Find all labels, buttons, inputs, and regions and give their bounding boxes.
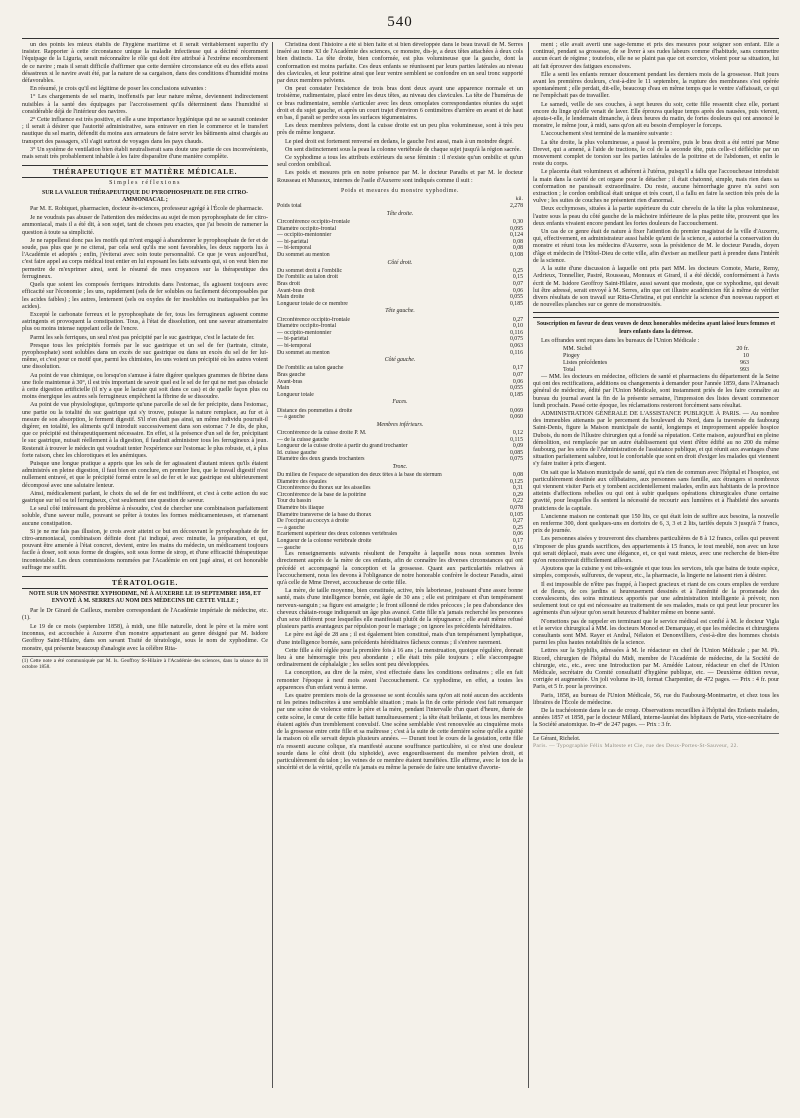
measurement-value: 0,125	[509, 478, 523, 485]
measurement-label: Diamètre transverse de la base du thorax	[277, 511, 372, 518]
measurement-row	[277, 379, 523, 386]
paragraph: On sent distinctement sous la peau la colonne vertébrale de chaque sujet jusqu'à la région sacrée.	[285, 146, 521, 153]
measurement-label: Longueur totale de ce membre	[277, 300, 348, 307]
measurement-row	[277, 317, 523, 324]
article-paragraph: Je ne voudrais pas abuser de l'attention des médecins au sujet de mon pyrophosphate de fer citro-ammoniacal, mais il a été dit, à son sujet, tant de choses peu exactes, que j'ai besoin de ramener la question à toute sa simplicité.	[22, 215, 268, 236]
measurement-row	[277, 518, 523, 525]
measurement-label: — bi-pariétal	[277, 238, 309, 245]
imprint: Paris. — Typographie Félix Malteste et Cie, rue des Deux-Portes-St-Sauveur, 22.	[533, 742, 739, 749]
news-paragraph: Ajoutons que la cuisine y est très-soignée et que tous les services, tels que bains de toute espèce, simples, composés, sulfureux, de vapeur, etc., la pharmacie, la lingerie ne laissent rien à désirer.	[533, 566, 779, 580]
measurement-label: — bi-pariétal	[277, 336, 309, 343]
paragraph: Les deux membres pelviens, dont la cuisse droite est un peu plus volumineuse, sont à très peu près de même longueur.	[277, 123, 523, 137]
measurement-row	[277, 301, 523, 308]
book-notice: De la trachéotomie dans le cas de croup. Observations recueillies à l'hôpital des Enfants malades, années 1857 et 1858, par le docteur Millard, interne-lauréat des hôpitaux de Paris, vice-secrétaire de la Société anatomique. In-4° de 247 pages. — Prix : 3 fr.	[533, 708, 779, 729]
paragraph: 2° Cette influence est très positive, et elle a une importance hygiénique qui ne se saurait contester ; il serait à désirer que l'autorité administrative, sans entraver en rien le commerce et le transfert nautique du sel marin, défendit du moins aux armateurs de faire servir les bâtiments ainsi chargés au transport des passagers, s'il s'agit surtout de voyages dans les pays chauds.	[22, 117, 268, 145]
subscription-amount: 963	[740, 359, 749, 366]
measurement-value: 0,069	[509, 407, 523, 414]
measurements-table	[277, 211, 523, 551]
section-title: THÉRAPEUTIQUE ET MATIÈRE MÉDICALE.	[22, 165, 268, 178]
measurement-label: De l'ombilic au talon gauche	[277, 365, 344, 372]
measurement-value: 0,06	[512, 378, 523, 385]
paragraph: La tête droite, la plus volumineuse, a passé la première, puis le bras droit a été retiré par Mme Drevet, qui a amené, à l'aide de tractions, le col de la seconde tête, puis celle-ci défléchie par un mouvement complet de torsion sur les parties latérales de la poitrine et de l'abdomen, et enfin le reste du corps.	[533, 139, 779, 168]
measurement-label: Longueur de la cuisse droite à partir du grand trochanter	[277, 443, 408, 450]
measurement-value: 0,085	[509, 449, 523, 456]
measurement-value: 0,06	[512, 287, 523, 294]
measurement-value: 0,185	[509, 391, 523, 398]
article-paragraph: Excepté le carbonate ferreux et le pyrophosphate de fer, tous les ferrugineux agissent comme astringents et provoquent la constipation. Tous, à l'état de dissolution, ont une saveur atramentaire plus ou moins intense rappelant celle de l'encre.	[22, 311, 268, 333]
measurement-label: Circonférence du thorax sur les aisselles	[277, 485, 371, 492]
news-paragraph: ADMINISTRATION GÉNÉRALE DE L'ASSISTANCE PUBLIQUE À PARIS. — Au nombre des immeubles attenants par le percement du boulevard du Nord, dans la traversée du faubourg Saint-Denis, figure la Maison municipale de santé, longtemps et improprement appelée hospice Dubois, du nom de l'illustre chirurgien qui a fondé sa réputation. Cette maison, aujourd'hui en pleine démolition, est remplacée par un autre établissement qui vient d'être édifié au no 200 du même faubourg, par les soins de l'Administration de l'assistance publique, et qui réunit aux avantages d'une situation parfaitement salubre, tout le confortable que sont en droit d'exiger les malades qui viennent s'y faire traiter à prix d'argent.	[533, 410, 779, 468]
subscription-row	[533, 346, 779, 353]
subscriber-name: Piogey	[563, 352, 580, 359]
subscription-row	[533, 367, 779, 374]
measurement-value: 0,10	[512, 323, 523, 330]
paragraph: un des points les mieux établis de l'hygiène maritime et il serait véritablement superflu d'y insister. Rapporter à cette circonstance unique la maladie infectieuse qui a décimé récemment l'équipage de la Liguria, serait méconnaître le rôle qui doit être attribué à l'extrême encombrement de ce navire ; mais il serait difficile d'affirmer que cette dernière circonstance eût eu des effets aussi désastreux si le navire avait été, par la nature de sa cargaison, dans des conditions d'humidité moins défavorables.	[22, 42, 268, 85]
paragraph: Le père est âgé de 28 ans ; il est également bien constitué, mais d'un tempérament lymphatique, d'une intelligence bornée, sans précédents héréditaires fâcheux connus ; il s'enivre rarement.	[277, 632, 523, 646]
measurement-value: 0,07	[512, 371, 523, 378]
measurement-value: 0,075	[509, 336, 523, 343]
measurement-value: 0,078	[509, 505, 523, 512]
measurement-group-title: Tête gauche.	[385, 308, 415, 315]
measurement-value: 0,27	[512, 518, 523, 525]
subscriber-name: Total	[563, 366, 576, 373]
measurement-label: Circonférence de la cuisse droite P. M.	[277, 429, 367, 436]
article-title-xyphodime: NOTE SUR UN MONSTRE XYPHODIME, NÉ À AUXERRE LE 19 SEPTEMBRE 1858, ET ENVOYÉ À M. SERRES AU NOM DES MÉDECINS DE CETTE VILLE ;	[29, 591, 261, 605]
measurement-value: 0,08	[512, 238, 523, 245]
measurement-value: 0,17	[512, 538, 523, 545]
measurement-value: 0,060	[509, 414, 523, 421]
book-notice: Paris, 1858, au bureau de l'Union Médicale, 56, rue du Faubourg-Montmartre, et chez tous les libraires de l'École de médecine.	[533, 692, 779, 706]
measurement-row	[277, 485, 523, 492]
measurement-label: Main droite	[277, 294, 305, 301]
measurement-row	[277, 498, 523, 505]
news-paragraph: Il est impossible de n'être pas frappé, à l'aspect gracieux et riant de ces cours emplies de verdure et de fleurs, de ces jardins si heureusement dessinés et à l'aménité de la promenade des convalescents, des soins minutieux apportés par une administration intelligente à prévoir, non seulement tout ce qui est nécessaire au traitement de ses malades, mais ce qui peut leur procurer les agréments d'un séjour qu'on serait heureux d'habiter même en bonne santé.	[533, 581, 779, 617]
measurement-row	[277, 443, 523, 450]
subscription-amount: 993	[740, 366, 749, 373]
measurement-label: De l'occiput au coccyx à droite	[277, 518, 349, 525]
article-paragraph: Si je ne me fais pas illusion, je crois avoir atteint ce but en découvrant le pyrophosphate de fer citro-ammoniacal, combinaison définie dont j'ai indiqué, avec minutie, la préparation, et qui, pouvant être amenée à l'état concret, devient, entre les mains du médecin, un médicament toujours facile à doser, soit sous forme de dragées, soit sous forme de sirop, et d'une efficacité thérapeutique incontestable. Les deux commissions nommées par l'Académie en ont jugé ainsi, et cet honorable suffrage me suffit.	[22, 528, 268, 571]
measurement-row-weight	[277, 203, 523, 210]
measurement-label: Id. cuisse gauche	[277, 449, 317, 456]
subsection-title: Simples réflexions	[109, 180, 181, 187]
paragraph: Le placenta était volumineux et adhérent à l'utérus, puisqu'il a fallu que l'accoucheuse introduisit la main dans la cavité de cet organe pour le détacher ; il était chatonné, simple, mais rien dans sa conformation ne paraissait extraordinaire. Du reste, aucune hémorrhagie grave n'a suivi son extraction ; le cordon ombilical était unique et très court, il a fallu en faire la section très près de la vulve ; les suites de couches ne présentent rien d'anormal.	[533, 169, 779, 205]
paragraph: A la suite d'une discussion à laquelle ont pris part MM. les docteurs Comote, Marie, Remy, Ardrieux, Tonnellier, Pastré, Rousseau, Monraux et Girard, il a été décidé, conformément à l'avis écrit de M. Isidore Geoffroy Saint-Hilaire, aussi savant que modeste, que ce xyphodime, qui devait lui être adressé, serait envoyé à M. Serres, afin que cet illustre académicien fût à même de vérifier divers résultats de son travail sur Ritta-Christina, et put enrichir la science d'un nouveau rapport et de nouvelles planches sur ce genre de monstruosités.	[533, 266, 779, 309]
subscription-row	[533, 360, 779, 367]
measurement-row	[277, 219, 523, 226]
measurement-value: 0,06	[512, 531, 523, 538]
measurement-value: 0,055	[509, 294, 523, 301]
paragraph: Ce xyphodime a tous les attributs extérieurs du sexe féminin : il n'existe qu'un ombilic et qu'un seul cordon ombilical.	[277, 155, 523, 169]
measurement-label: Diamètre occipito-frontal	[277, 225, 337, 232]
measurement-value: 0,116	[510, 329, 523, 336]
paragraph: Les renseignements suivants résultent de l'enquête à laquelle nous nous sommes livrés directement auprès de la mère de ces enfants, afin de connaître les diverses circonstances qui ont précédé et accompagné la conception et la grossesse. Quant aux particularités relatives à l'accouchement, nous les devons à l'obligeance de notre honorable confrère le docteur Paradis, ainsi qu'à celle de Mme Drevet, accoucheuse de cette fille.	[277, 551, 523, 587]
article-paragraph: Au point de vue chimique, ou lorsqu'on s'amuse à faire digérer quelques grammes de fibrine dans une fiole maintenue à 30°, il est très important de savoir quel est le sel de fer qui ne met pas obstacle à cette digestion artificielle (il n'y a que le lactate qui soit dans ce cas) et de quelle façon plus ou moins énergique les autres sels ferrugineux empêchent la fibrine de se dissoudre.	[22, 372, 268, 401]
xyphodime-description	[277, 42, 523, 185]
measurement-row	[277, 545, 523, 552]
measurement-group-title: Membres inférieurs.	[376, 421, 424, 428]
measurement-row	[277, 479, 523, 486]
paragraph: 1° Les chargements de sel marin, inoffensifs par leur nature même, deviennent indirectement nuisibles à la santé des équipages par l'accroissement qu'ils déterminent dans l'humidité si considérable déjà de l'intérieur des navires.	[22, 94, 268, 115]
measurement-row	[277, 323, 523, 330]
measurement-row	[277, 281, 523, 288]
book-notices	[533, 648, 779, 729]
measurement-value: 0,25	[512, 524, 523, 531]
signature-block	[533, 733, 779, 743]
measurement-label: Circonférence occipito-frontale	[277, 219, 350, 226]
measurement-row	[277, 343, 523, 350]
measurement-value: 0,115	[510, 436, 523, 443]
measurement-row	[277, 245, 523, 252]
paragraph: 3° Un système de ventilation bien établi neutraliserait sans doute une partie de ces inconvénients, mais serait très probablement inhabile à les faire disparaître d'une manière complète.	[22, 146, 268, 161]
footnote: (1) Cette note a été communiquée par M. Is. Geoffroy St-Hilaire à l'Académie des sciences, dans la séance du 18 octobre 1858.	[22, 657, 268, 670]
article-paragraph: Je ne rappellerai donc pas les motifs qui m'ont engagé à abandonner le pyrophosphate de fer et de soude, pas plus que je ne citerai, par cela seul qu'ils me sont favorables, les deux rapports lus à l'Académie et adoptés ; enfin, j'éviterai avec soin toute personnalité. Ce que je veux aujourd'hui, c'est faire appel au corps médical tout entier en lui exposant les faits suivants qui, si on veut bien me permettre de m'exprimer ainsi, sont le résumé de mes croyances sur la thérapeutique des ferrugineux.	[22, 237, 268, 280]
subscription-amount: 20 fr.	[736, 345, 749, 352]
measurement-row	[277, 372, 523, 379]
article-paragraph: Parmi les sels ferriques, un seul n'est pas précipité par le suc gastrique, c'est le lactate de fer.	[30, 334, 255, 341]
measurement-label: Écartement supérieur des deux colonnes vertébrales	[277, 531, 398, 538]
measurement-row	[277, 350, 523, 357]
measurements-table-title: Poids et mesures du monstre xyphodime.	[340, 187, 460, 194]
measurement-row	[277, 385, 523, 392]
paragraph: La conception, au dire de la mère, s'est effectuée dans les conditions ordinaires ; elle en fait remonter l'époque à neuf mois avant l'accouchement. Ce xyphodime, en effet, a toutes les apparences d'un enfant venu à terme.	[277, 670, 523, 691]
article-paragraph: Le seul côté intéressant du problème à résoudre, c'est de chercher une combinaison parfaitement soluble, d'une saveur nulle, pouvant se prêter à toutes les formes médicamenteuses, et n'amenant aucune constipation.	[22, 506, 268, 527]
paragraph: Le samedi, veille de ses couches, à sept heures du soir, cette fille ressentit chez elle, portant encore du linge qu'elle venait de laver. Elle éprouva quelque temps après des nausées, puis vierent, ajouta-t-elle, le lendemain dimanche, à deux heures du matin, de fortes douleurs qui ont annoncé le monstre, le même jour, à midi, sans qu'on ait eu besoin d'employer le forceps.	[533, 101, 779, 130]
measurement-value: 0,12	[512, 429, 523, 436]
news-paragraph: L'ancienne maison ne contenait que 150 lits, ce qui était loin de suffire aux besoins, la nouvelle en renferme 300, dont quelques-uns en dortoirs de 6, 3, 3 et 2 lits, tarifés depuis 3 jusqu'à 7 francs, prix de journée.	[533, 513, 779, 535]
measurement-value: 0,31	[512, 485, 523, 492]
measurement-row	[277, 226, 523, 233]
measurement-value: 0,075	[509, 456, 523, 463]
measurement-value: 0,08	[512, 245, 523, 252]
measurement-row	[277, 414, 523, 421]
measurement-group-title: Tête droite.	[386, 210, 414, 217]
measurement-value: 0,063	[509, 342, 523, 349]
measurement-value: 0,16	[512, 544, 523, 551]
paragraph: Cette fille a été réglée pour la première fois à 16 ans ; la menstruation, quoique régulière, donnait lieu à une hémorragie très peu abondante ; elle était très pâle toujours ; elle s'accompagne ordinairement de céphalalgie ; les selles sont peu développées.	[277, 647, 523, 669]
news-paragraph: — MM. les docteurs en médecine, officiers de santé et pharmaciens du département de la Seine qui ont des rectifications, additions ou changements à demander pour l'année 1859, dans l'Almanach général de médecine, édité par l'Union Médicale, sont instamment priés de les faire connaître au bureau du journal avant la fin de la présente semaine, l'impression des listes devant commencer lundi prochain. Passé cette époque, les réclamations resteront forcément sans résultat.	[533, 373, 779, 409]
courier-title	[533, 312, 779, 318]
subscriber-name: Listes précédentes	[563, 359, 608, 366]
measurement-row	[277, 472, 523, 479]
measurement-label: Distance des pommettes à droite	[277, 407, 353, 414]
measurement-value: 0,124	[509, 232, 523, 239]
measurement-row	[277, 392, 523, 399]
measurement-label: — bi-temporal	[277, 245, 312, 252]
measurement-row	[277, 239, 523, 246]
measurement-value: 0,25	[512, 267, 523, 274]
measurement-value: 0,095	[509, 225, 523, 232]
measurement-label: Diamètre occipito-frontal	[277, 323, 337, 330]
hygiene-conclusion	[22, 42, 268, 161]
measurement-row	[277, 294, 523, 301]
paragraph: Deux ecchymoses, situées à la partie supérieure du cuir chevelu de la tête la plus volumineuse, l'autre sous la peau du côté gauche de la mâchoire inférieure de la plus petite tête, prouvent que les deux enfants vivaient encore pendant les fortes douleurs de l'accouchement.	[533, 206, 779, 227]
signature: Le Gérant, Richelot.	[533, 735, 581, 742]
paragraph: En résumé, je crois qu'il est légitime de poser les conclusions suivantes :	[30, 86, 207, 93]
paragraph: Les quatre premiers mois de la grossesse se sont écoulés sans qu'on ait noté aucun des accidents ni les peines indiscrètes à une semblable situation ; mais la fin de cette période s'est fait remarquer par une scène de violence entre le père et la mère, pendant l'intervalle d'un quart d'heure, durée de cette scène, le cœur de cette fille battait tumultueusement ; la tête était brûlante, et tous les membres étaient agités d'un tremblement convulsif. Une scène semblable s'est renouvelée au cinquième mois de la grossesse entre cette fille et sa maîtresse ; c'est à la suite de cette dernière scène qu'elle a quitté la maison où elle servait depuis plusieurs années. — Durant tout le cours de la gestation, cette fille n'a ressenti aucune colique, n'a manifesté aucune souffrance particulière, si ce n'est une douleur sourde dans le côté droit (du xiphoïde), avec engourdissement du membre pelvien droit, et particulièrement du talon ; les veines de ce membre étaient tuméfiées. Elle affirme, avec le ton de la sincérité et de la vérité, qu'elle n'a jamais eu même la pensée de faire une tentative d'avorte-	[277, 693, 523, 772]
column-divider	[528, 42, 529, 1088]
article-paragraph: Presque tous les précipités formés par le suc gastrique et un sel de fer (tartrate, citrate, pyrophosphate) sont solubles dans un excès de suc gastrique ou dans un excès du sel de fer lui-même, et c'est pour ce motif que, parmi les chimistes, les uns voient un précipité où les autres voient une dissolution.	[22, 342, 268, 371]
measurement-row	[277, 252, 523, 259]
measurement-row	[277, 288, 523, 295]
measurement-row	[277, 232, 523, 239]
measurement-label: Du sommet droit à l'ombilic	[277, 267, 343, 274]
paragraph: ment ; elle avait averti une sage-femme et pris des mesures pour soigner son enfant. Elle a continué, pendant sa grossesse, de se livrer à ses rudes labeurs comme d'habitude, sans commettre aucun écart de régime ; toutefois, elle ne se plaint pas que cet exercice, violent pour sa situation, lui ait fait éprouver des fatigues excessives.	[533, 42, 779, 70]
page-number: 540	[387, 14, 413, 30]
header-rule	[22, 38, 779, 39]
measurement-group-title: Faces.	[392, 399, 408, 406]
article-paragraph: Ainsi, médicalement parlant, le choix du sel de fer est indifférent, et c'est à cette action du suc gastrique sur tel ou tel ferrugineux, c'est seulement une question de saveur.	[22, 490, 268, 504]
delivery-narrative	[533, 42, 779, 309]
measurement-label: — gauche	[277, 544, 301, 551]
measurement-value: 2,278	[509, 203, 523, 210]
measurement-row	[277, 430, 523, 437]
measurement-group-title: Côté gauche.	[384, 357, 416, 364]
paragraph: L'accouchement s'est terminé de la manière suivante :	[541, 131, 672, 138]
measurement-row	[277, 525, 523, 532]
article-byline-girard: Par le Dr Girard de Cailleux, membre correspondant de l'Académie impériale de médecine, etc. (1).	[22, 607, 268, 621]
measurement-value: 0,30	[512, 219, 523, 226]
measurement-row	[277, 268, 523, 275]
measurement-row	[277, 365, 523, 372]
measurement-value: 0,17	[512, 365, 523, 372]
article-title: SUR LA VALEUR THÉRAPEUTIQUE DU PYROPHOSPHATE DE FER CITRO-AMMONIACAL ;	[41, 189, 249, 203]
measurement-row	[277, 512, 523, 519]
xyphodime-narrative	[277, 551, 523, 772]
measurement-row	[277, 531, 523, 538]
measurement-value: 0,055	[509, 385, 523, 392]
paragraph: On peut constater l'existence de trois bras dont deux ayant une apparence normale et un troisième, rudimentaire, placé entre les deux têtes, au niveau des clavicules. La tête de l'humérus de ce bras rudimentaire, semble s'articuler avec les deux omoplates correspondantes réunies du sujet droit et du sujet gauche, et après un court trajet d'environ 6 centimètres d'arrière en avant et de haut en bas, il paraît se perdre sous les surfaces tégumentaires.	[277, 86, 523, 122]
column-3	[533, 42, 779, 1088]
column-1	[22, 42, 268, 1088]
paragraph: Un cas de ce genre était de nature à fixer l'attention du premier magistrat de la ville d'Auxerre, qui, effectivement, en administrateur aussi habile qu'ami de la science, a autorisé la conservation du monstre et réuni tous les médecins d'Auxerre, sous la présidence de M. le docteur Paradis, doyen d'âge et médecin de l'Hôtel-Dieu de cette ville, afin d'aviser au meilleur parti à prendre dans l'intérêt de la science.	[533, 229, 779, 264]
news-paragraph: Les personnes aisées y trouveront des chambres particulières de 8 à 12 francs, celles qui peuvent s'imposer de plus grands sacrifices, des appartements à 15 francs, le tout meublé, non avec un luxe qui serait déplacé, mais avec une élégance, et, ce qui vaut mieux, avec une recherche de bien-être qu'on rencontrerait difficilement ailleurs.	[533, 536, 779, 564]
measurement-value: 0,185	[509, 300, 523, 307]
article-paragraph: Le 19 de ce mois (septembre 1858), à midi, une fille naturelle, dont le père et la mère sont inconnus, est accouchée à Auxerre d'un monstre appartenant au genre désigné par M. Isidore Geoffroy Saint-Hilaire, dans son savant Traité de tératologie, sous le nom de xyphodime. Ce monstre, qui présente beaucoup d'analogie avec la célèbre Rita-	[22, 624, 268, 652]
measurement-label: Bras droit	[277, 281, 301, 288]
measurement-label: — occipito-mentonnier	[277, 329, 332, 336]
measurement-group-title: Tronc.	[392, 463, 408, 470]
paragraph: La mère, de taille moyenne, bien constituée, active, très laborieuse, jouissant d'une assez bonne santé, mais d'une intelligence bornée, est âgée de 30 ans ; elle est primipare et d'un tempérament nerveux-sanguin ; sa figure est amaigrie ; le front sillonné de rides précoces ; le peu d'abondance des cheveux châtain-rouge indiquerait un âge plus avancé. Cette fille n'a jamais recherché les personnes d'un sexe différent pour lesquelles elle manifestait plutôt de la répugnance ; elle avait même refusé plusieurs partis avantageux par répulsion pour le mariage ; on ignore les précédents héréditaires.	[277, 588, 523, 631]
measurement-row	[277, 437, 523, 444]
paragraph: Les poids et mesures pris en notre présence par M. le docteur Paradis et par M. le docteur Rousseau et Muraoux, internes de l'asile d'Auxerre sont indiqués comme il suit :	[277, 170, 523, 184]
measurement-label: — bi-temporal	[277, 342, 312, 349]
measurement-label: Tour du bassin	[277, 498, 312, 505]
measurement-label: Bras gauche	[277, 371, 306, 378]
measurement-label: Poids total	[277, 203, 302, 210]
paragraph: Le pied droit est fortement renversé en dedans, le gauche l'est aussi, mais à un moindre degré.	[285, 138, 514, 145]
article-paragraph: Au point de vue physiologique, qu'importe qu'une parcelle de sel de fer précipite, dans l'estomac, une partie ou la totalité du suc gastrique qui s'y trouve, puisque la nature remplace, au fur et à mesure de son absorption, le ferment digestif. S'il n'en était pas ainsi, un même individu pourrait-il digérer, en totalité, les aliments qu'il introduit successivement dans son estomac ? Je dis, de plus, que ce précipité est thérapeutiquement nécessaire. En effet, si la présence d'un sel de fer, précipitant le suc gastrique, nuisait réellement à la digestion, il faudrait administrer tous les ferrugineux à jeun. Resterait à trouver le médecin qui voudrait tenter l'expérience sur l'estomac le plus robuste, et, à plus forte raison, chez les chlorotiques et les anémiques.	[22, 402, 268, 459]
measurements-unit: kil.	[515, 196, 523, 203]
measurement-row	[277, 330, 523, 337]
measurement-row	[277, 505, 523, 512]
measurement-row	[277, 456, 523, 463]
subscription-row	[533, 353, 779, 360]
book-notice: Lettres sur la Syphilis, adressées à M. le rédacteur en chef de l'Union Médicale ; par M. Ph. Ricord, chirurgien de l'hôpital du Midi, membre de l'Académie de médecine, de la Société de chirurgie, etc., etc., avec une Introduction par M. Amédée Latour, rédacteur en chef de l'Union Médicale, secrétaire du Comité consultatif d'hygiène publique, etc. — Deuxième édition revue, corrigée et augmentée. Un joli volume in-18, format Charpentier, de 472 pages. — Prix : 4 fr. pour Paris, et 5 fr. pour la province.	[533, 648, 779, 691]
paragraph: Elle a senti les enfants remuer doucement pendant les derniers mois de la grossesse. Huit jours avant les premières douleurs, c'est-à-dire le 11 septembre, la rupture des membranes s'est opérée spontanément ; elle perdait, dit-elle, beaucoup d'eau en même temps que le ventre s'affaissait, ce qui ne l'empêchait pas de travailler.	[533, 71, 779, 100]
article-paragraph: Quels que soient les composés ferriques introduits dans l'estomac, ils agissent toujours avec efficacité sur l'économie ; les uns, rapidement (sels de fer solubles ou facilement décomposables par les acides faibles) ; les autres, lentement (sels ou oxydes de fer insolubles ou inattaquables par les acides).	[22, 282, 268, 310]
measurement-label: Circonférence occipito-frontale	[277, 316, 350, 323]
paragraph: Christina dont l'histoire a été si bien faite et si bien développée dans le beau travail de M. Serres inséré au tome XI de l'Académie des sciences, ce monstre, dis-je, a deux têtes attachées à deux cols bien distincts. La tête droite, bien conformée, est plus volumineuse que la gauche, dont la conformation est moins parfaite. Ces deux enfants se réunissent par leurs parties latérales au niveau des clavicules, et leur poitrine ainsi que leur ventre semblent se confondre en un seul tronc supporté par deux membres pelviens.	[277, 42, 523, 85]
measurement-row	[277, 336, 523, 343]
measurement-value: 0,08	[512, 472, 523, 479]
measurement-label: Du sommet au menton	[277, 252, 330, 259]
measurement-value: 0,22	[512, 498, 523, 505]
subscription-amount: 10	[743, 352, 749, 359]
measurement-label: — à gauche	[277, 414, 305, 421]
measurement-row	[277, 408, 523, 415]
measurement-label: Diamètre bis iliaque	[277, 505, 325, 512]
measurement-row	[277, 492, 523, 499]
measurement-value: 0,07	[512, 281, 523, 288]
measurement-value: 0,29	[512, 491, 523, 498]
measurement-label: — occipito-mentonnier	[277, 232, 332, 239]
article-body	[22, 215, 268, 572]
subscription-title: Souscription en faveur de deux veuves de deux honorables médecins ayant laissé leurs femmes et leurs enfants dans la détresse.	[536, 321, 776, 335]
measurement-value: 0,27	[512, 316, 523, 323]
measurement-label: Longueur totale	[277, 391, 314, 398]
measurement-value: 0,105	[509, 511, 523, 518]
measurement-label: Avant-bras	[277, 378, 303, 385]
measurement-label: Diamètre des deux grands trochanters	[277, 456, 365, 463]
measurement-label: Longueur de la colonne vertébrale droite	[277, 538, 372, 545]
article-byline: Par M. E. Robiquet, pharmacien, docteur ès-sciences, professeur agrégé à l'École de pharmacie.	[30, 206, 264, 213]
measurement-label: Circonférence de la base de la poitrine	[277, 491, 367, 498]
measurement-row	[277, 274, 523, 281]
measurement-row	[277, 450, 523, 457]
measurement-label: Avant-bras droit	[277, 287, 315, 294]
measurement-group-title: Côté droit.	[387, 259, 413, 266]
news-items	[533, 374, 779, 648]
column-divider	[272, 42, 273, 1088]
measurement-label: Du sommet au menton	[277, 349, 330, 356]
column-2	[277, 42, 523, 1088]
subscription-intro: Les offrandes sont reçues dans les bureaux de l'Union Médicale :	[541, 337, 700, 344]
measurement-label: Du milieu de l'espace de séparation des deux têtes à la base du sternum	[277, 472, 442, 479]
measurement-label: — à gauche	[277, 524, 305, 531]
news-paragraph: N'omettons pas de rappeler en terminant que le service médical est confié à M. le docteur Vigla et le service chirurgical à MM. les docteurs Monod et Demarquay, et que les médecins et chirurgiens consultants sont MM. Rayer et Andral, Nélaton et Denonvilliers, c'est-à-dire des hommes choisis parmi les plus hautes notabilités de la science.	[533, 618, 779, 647]
measurement-label: — de la cuisse gauche	[277, 436, 329, 443]
measurement-label: Main	[277, 385, 290, 392]
measurement-value: 0,15	[512, 274, 523, 281]
measurement-row	[277, 538, 523, 545]
news-paragraph: On sait que la Maison municipale de santé, qui n'a rien de commun avec l'hôpital et l'hospice, est particulièrement destinée aux célibataires, aux personnes sans famille, aux étrangers si nombreux qui viennent visiter Paris et y tombent accidentellement malades, enfin aux habitants de la province atteints d'affections rebelles ou qui ont à subir quelques opérations chirurgicales d'une certaine gravité, pour lesquelles ils sentent la nécessité de recourir aux lumières et à l'habileté des savants praticiens de la capitale.	[533, 469, 779, 512]
measurement-label: Diamètre des épaules	[277, 478, 327, 485]
subscription-list	[533, 346, 779, 374]
article-paragraph: Puisque une longue pratique a appris que les sels de fer agissaient d'autant mieux qu'ils étaient administrés en pleine digestion, il faut bien en conclure, en premier lieu, que le travail digestif n'est nullement entravé, et que le précipité formé entre le sel de fer et le suc gastrique est ultérieurement décomposé avec une salutaire lenteur.	[22, 460, 268, 489]
section-title-teratologie: TÉRATOLOGIE.	[22, 576, 268, 589]
measurement-value: 0,108	[509, 252, 523, 259]
measurement-value: 0,116	[510, 349, 523, 356]
measurement-label: De l'ombilic au talon droit	[277, 274, 338, 281]
subscriber-name: MM. Sichel	[563, 345, 592, 352]
measurement-value: 0,09	[512, 443, 523, 450]
